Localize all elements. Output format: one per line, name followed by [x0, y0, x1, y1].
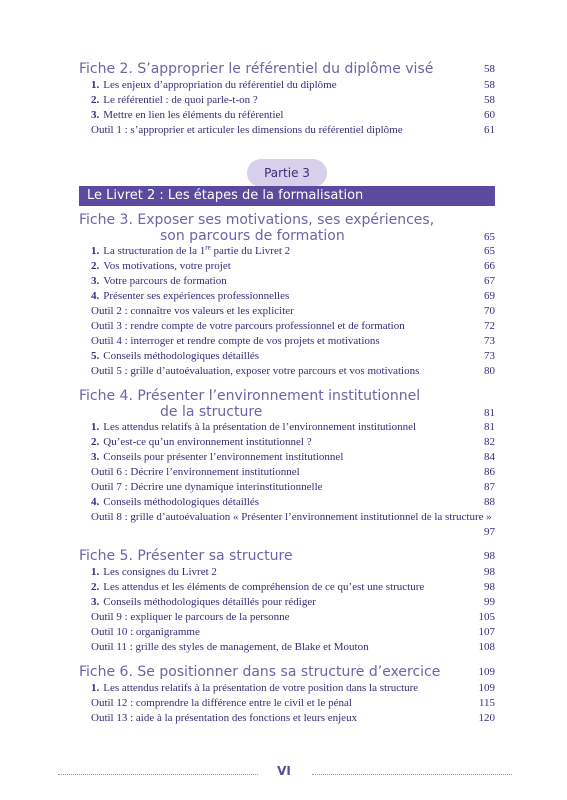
section-title-fiche2[interactable] [79, 61, 439, 77]
toc-entry-page-number: 84 [484, 451, 495, 463]
footer-rule-left [58, 774, 258, 775]
section-title-line-1: Fiche 4. Présenter l’environnement institutionnel [79, 388, 421, 404]
toc-entry-text: Outil 3 : rendre compte de votre parcours professionnel et de formation [91, 320, 405, 332]
toc-entry[interactable] [91, 78, 495, 93]
toc-entry-text: Les consignes du Livret 2 [103, 566, 217, 578]
toc-entry[interactable] [91, 610, 495, 625]
footer-rule-right [312, 774, 512, 775]
section-title-fiche3[interactable] [79, 212, 439, 244]
partie-badge: Partie 3 [247, 159, 327, 187]
toc-entry-number: 1. [91, 421, 100, 433]
toc-entry-number: 1. [91, 682, 100, 694]
toc-entry-text: Outil 6 : Décrire l’environnement institutionnel [91, 466, 300, 478]
section-title-line-2: son parcours de formation [160, 228, 345, 244]
toc-entry-number: 3. [91, 109, 100, 121]
toc-entry-page-number: 61 [484, 124, 495, 136]
section-title-line-1: Fiche 3. Exposer ses motivations, ses expériences, [79, 212, 435, 228]
toc-entry[interactable] [91, 93, 495, 108]
toc-entry-number: 1. [91, 566, 100, 578]
toc-entry-page-number: 72 [484, 320, 495, 332]
toc-entry-number: 2. [91, 581, 100, 593]
toc-entry-number: 5. [91, 350, 100, 362]
toc-entry-number: 1. [91, 245, 100, 257]
toc-entry-page-number: 109 [478, 682, 495, 694]
toc-entry-page-number: 108 [478, 641, 495, 653]
toc-entry[interactable] [91, 465, 495, 480]
toc-entry-page-number: 98 [484, 581, 495, 593]
section-title-line-2: de la structure [160, 404, 263, 420]
toc-entry-text: Les enjeux d’appropriation du référentiel du diplôme [103, 79, 337, 91]
toc-entry[interactable] [91, 450, 495, 465]
toc-entry-number: 3. [91, 596, 100, 608]
section-page-number: 109 [478, 666, 495, 678]
toc-entry-text: Outil 9 : expliquer le parcours de la personne [91, 611, 290, 623]
toc-entry[interactable] [91, 319, 495, 334]
toc-entry-text: Conseils méthodologiques détaillés pour rédiger [103, 596, 316, 608]
footer-page-number: VI [277, 764, 291, 778]
toc-entry[interactable] [91, 711, 495, 726]
toc-entry-page-number: 107 [478, 626, 495, 638]
toc-entry-page-number: 105 [478, 611, 495, 623]
toc-entry-text: Outil 2 : connaître vos valeurs et les expliciter [91, 305, 294, 317]
toc-entry-page-number: 88 [484, 496, 495, 508]
toc-entry[interactable] [91, 565, 495, 580]
section-page-number: 65 [484, 231, 495, 243]
toc-entry-page-number: 86 [484, 466, 495, 478]
toc-entry[interactable] [91, 108, 495, 123]
toc-entry-page-number: 87 [484, 481, 495, 493]
section-page-number: 58 [484, 63, 495, 75]
toc-entry-number: 4. [91, 290, 100, 302]
toc-entry[interactable] [91, 274, 495, 289]
toc-entry[interactable] [91, 364, 495, 379]
toc-entry-page-number: 73 [484, 350, 495, 362]
toc-entry[interactable] [91, 580, 495, 595]
toc-entry-text: Outil 10 : organigramme [91, 626, 200, 638]
toc-entry-page-number: 120 [478, 712, 495, 724]
toc-entry-text: Outil 4 : interroger et rendre compte de vos projets et motivations [91, 335, 380, 347]
toc-entry-text: Mettre en lien les éléments du référentiel [103, 109, 284, 121]
section-title-line-1: Fiche 2. S’approprier le référentiel du diplôme visé [79, 61, 434, 77]
toc-entry[interactable] [91, 244, 495, 259]
toc-entry[interactable] [91, 259, 495, 274]
toc-entry-page-number: 58 [484, 79, 495, 91]
toc-entry-page-number: 67 [484, 275, 495, 287]
toc-entry-page-number: 81 [484, 421, 495, 433]
toc-entry-page-number: 69 [484, 290, 495, 302]
toc-entry[interactable] [91, 595, 495, 610]
toc-entry[interactable] [91, 480, 495, 495]
toc-entry-text: Le référentiel : de quoi parle-t-on ? [103, 94, 258, 106]
section-title-fiche4[interactable] [79, 388, 439, 420]
toc-entry-text: Les attendus relatifs à la présentation de l’environnement institutionnel [103, 421, 417, 433]
toc-entry-page-number: 82 [484, 436, 495, 448]
toc-entry-number: 3. [91, 275, 100, 287]
toc-entry[interactable] [91, 640, 495, 655]
section-title-line-1: Fiche 5. Présenter sa structure [79, 548, 293, 564]
toc-entry-text: Outil 5 : grille d’autoévaluation, exposer votre parcours et vos motivations [91, 365, 420, 377]
toc-entry-text: Conseils méthodologiques détaillés [103, 496, 260, 508]
toc-entry-text: Conseils méthodologiques détaillés [103, 350, 260, 362]
toc-entry[interactable] [91, 696, 495, 711]
toc-entry-text: La structuration de la 1re partie du Livret 2 [103, 243, 291, 257]
partie-title-bar: Le Livret 2 : Les étapes de la formalisation [79, 186, 495, 206]
section-page-number: 81 [484, 407, 495, 419]
toc-entry-text: Votre parcours de formation [103, 275, 227, 287]
toc-entry-number: 2. [91, 94, 100, 106]
toc-entry-text: Vos motivations, votre projet [103, 260, 231, 272]
toc-entry-text: Outil 8 : grille d’autoévaluation « Présenter l’environnement institutionnel de la structure » [91, 511, 492, 523]
toc-entry-number: 4. [91, 496, 100, 508]
toc-entry-number: 1. [91, 79, 100, 91]
toc-entry-page-number: 60 [484, 109, 495, 121]
toc-entry[interactable] [91, 435, 495, 450]
toc-entry-page-number: 58 [484, 94, 495, 106]
toc-entry-text: Outil 12 : comprendre la différence entre le civil et le pénal [91, 697, 352, 709]
toc-entry-page-number: 99 [484, 596, 495, 608]
toc-entry[interactable] [91, 420, 495, 435]
toc-entry-number: 3. [91, 451, 100, 463]
section-title-fiche5[interactable] [79, 548, 439, 564]
toc-entry[interactable] [91, 510, 495, 540]
section-title-fiche6[interactable] [79, 664, 439, 680]
toc-entry-text: Outil 13 : aide à la présentation des fonctions et leurs enjeux [91, 712, 358, 724]
toc-entry-page-number: 80 [484, 365, 495, 377]
toc-entry[interactable] [91, 681, 495, 696]
toc-entry-text: Présenter ses expériences professionnelles [103, 290, 290, 302]
toc-entry[interactable] [91, 625, 495, 640]
toc-entry[interactable] [91, 289, 495, 304]
toc-entry-text: Outil 1 : s’approprier et articuler les dimensions du référentiel diplôme [91, 124, 403, 136]
toc-entry-page-number: 97 [484, 526, 495, 538]
toc-entry-text: Outil 11 : grille des styles de management, de Blake et Mouton [91, 641, 369, 653]
toc-entry-page-number: 115 [478, 697, 495, 709]
toc-entry-page-number: 70 [484, 305, 495, 317]
toc-entry-page-number: 98 [484, 566, 495, 578]
section-title-line-1: Fiche 6. Se positionner dans sa structure d’exercice [79, 664, 441, 680]
toc-entry-page-number: 73 [484, 335, 495, 347]
toc-entry-text: Outil 7 : Décrire une dynamique interinstitutionnelle [91, 481, 323, 493]
toc-entry-number: 2. [91, 436, 100, 448]
toc-entry-number: 2. [91, 260, 100, 272]
toc-entry[interactable] [91, 123, 495, 138]
toc-entry-text: Les attendus et les éléments de compréhension de ce qu’est une structure [103, 581, 425, 593]
toc-entry-page-number: 65 [484, 245, 495, 257]
toc-entry[interactable] [91, 349, 495, 364]
toc-entry-text: Qu’est-ce qu’un environnement institutionnel ? [103, 436, 312, 448]
toc-entry[interactable] [91, 304, 495, 319]
toc-entry[interactable] [91, 495, 495, 510]
toc-entry[interactable] [91, 334, 495, 349]
toc-entry-page-number: 66 [484, 260, 495, 272]
toc-entry-text: Les attendus relatifs à la présentation de votre position dans la structure [103, 682, 419, 694]
toc-entry-text: Conseils pour présenter l’environnement institutionnel [103, 451, 344, 463]
section-page-number: 98 [484, 550, 495, 562]
